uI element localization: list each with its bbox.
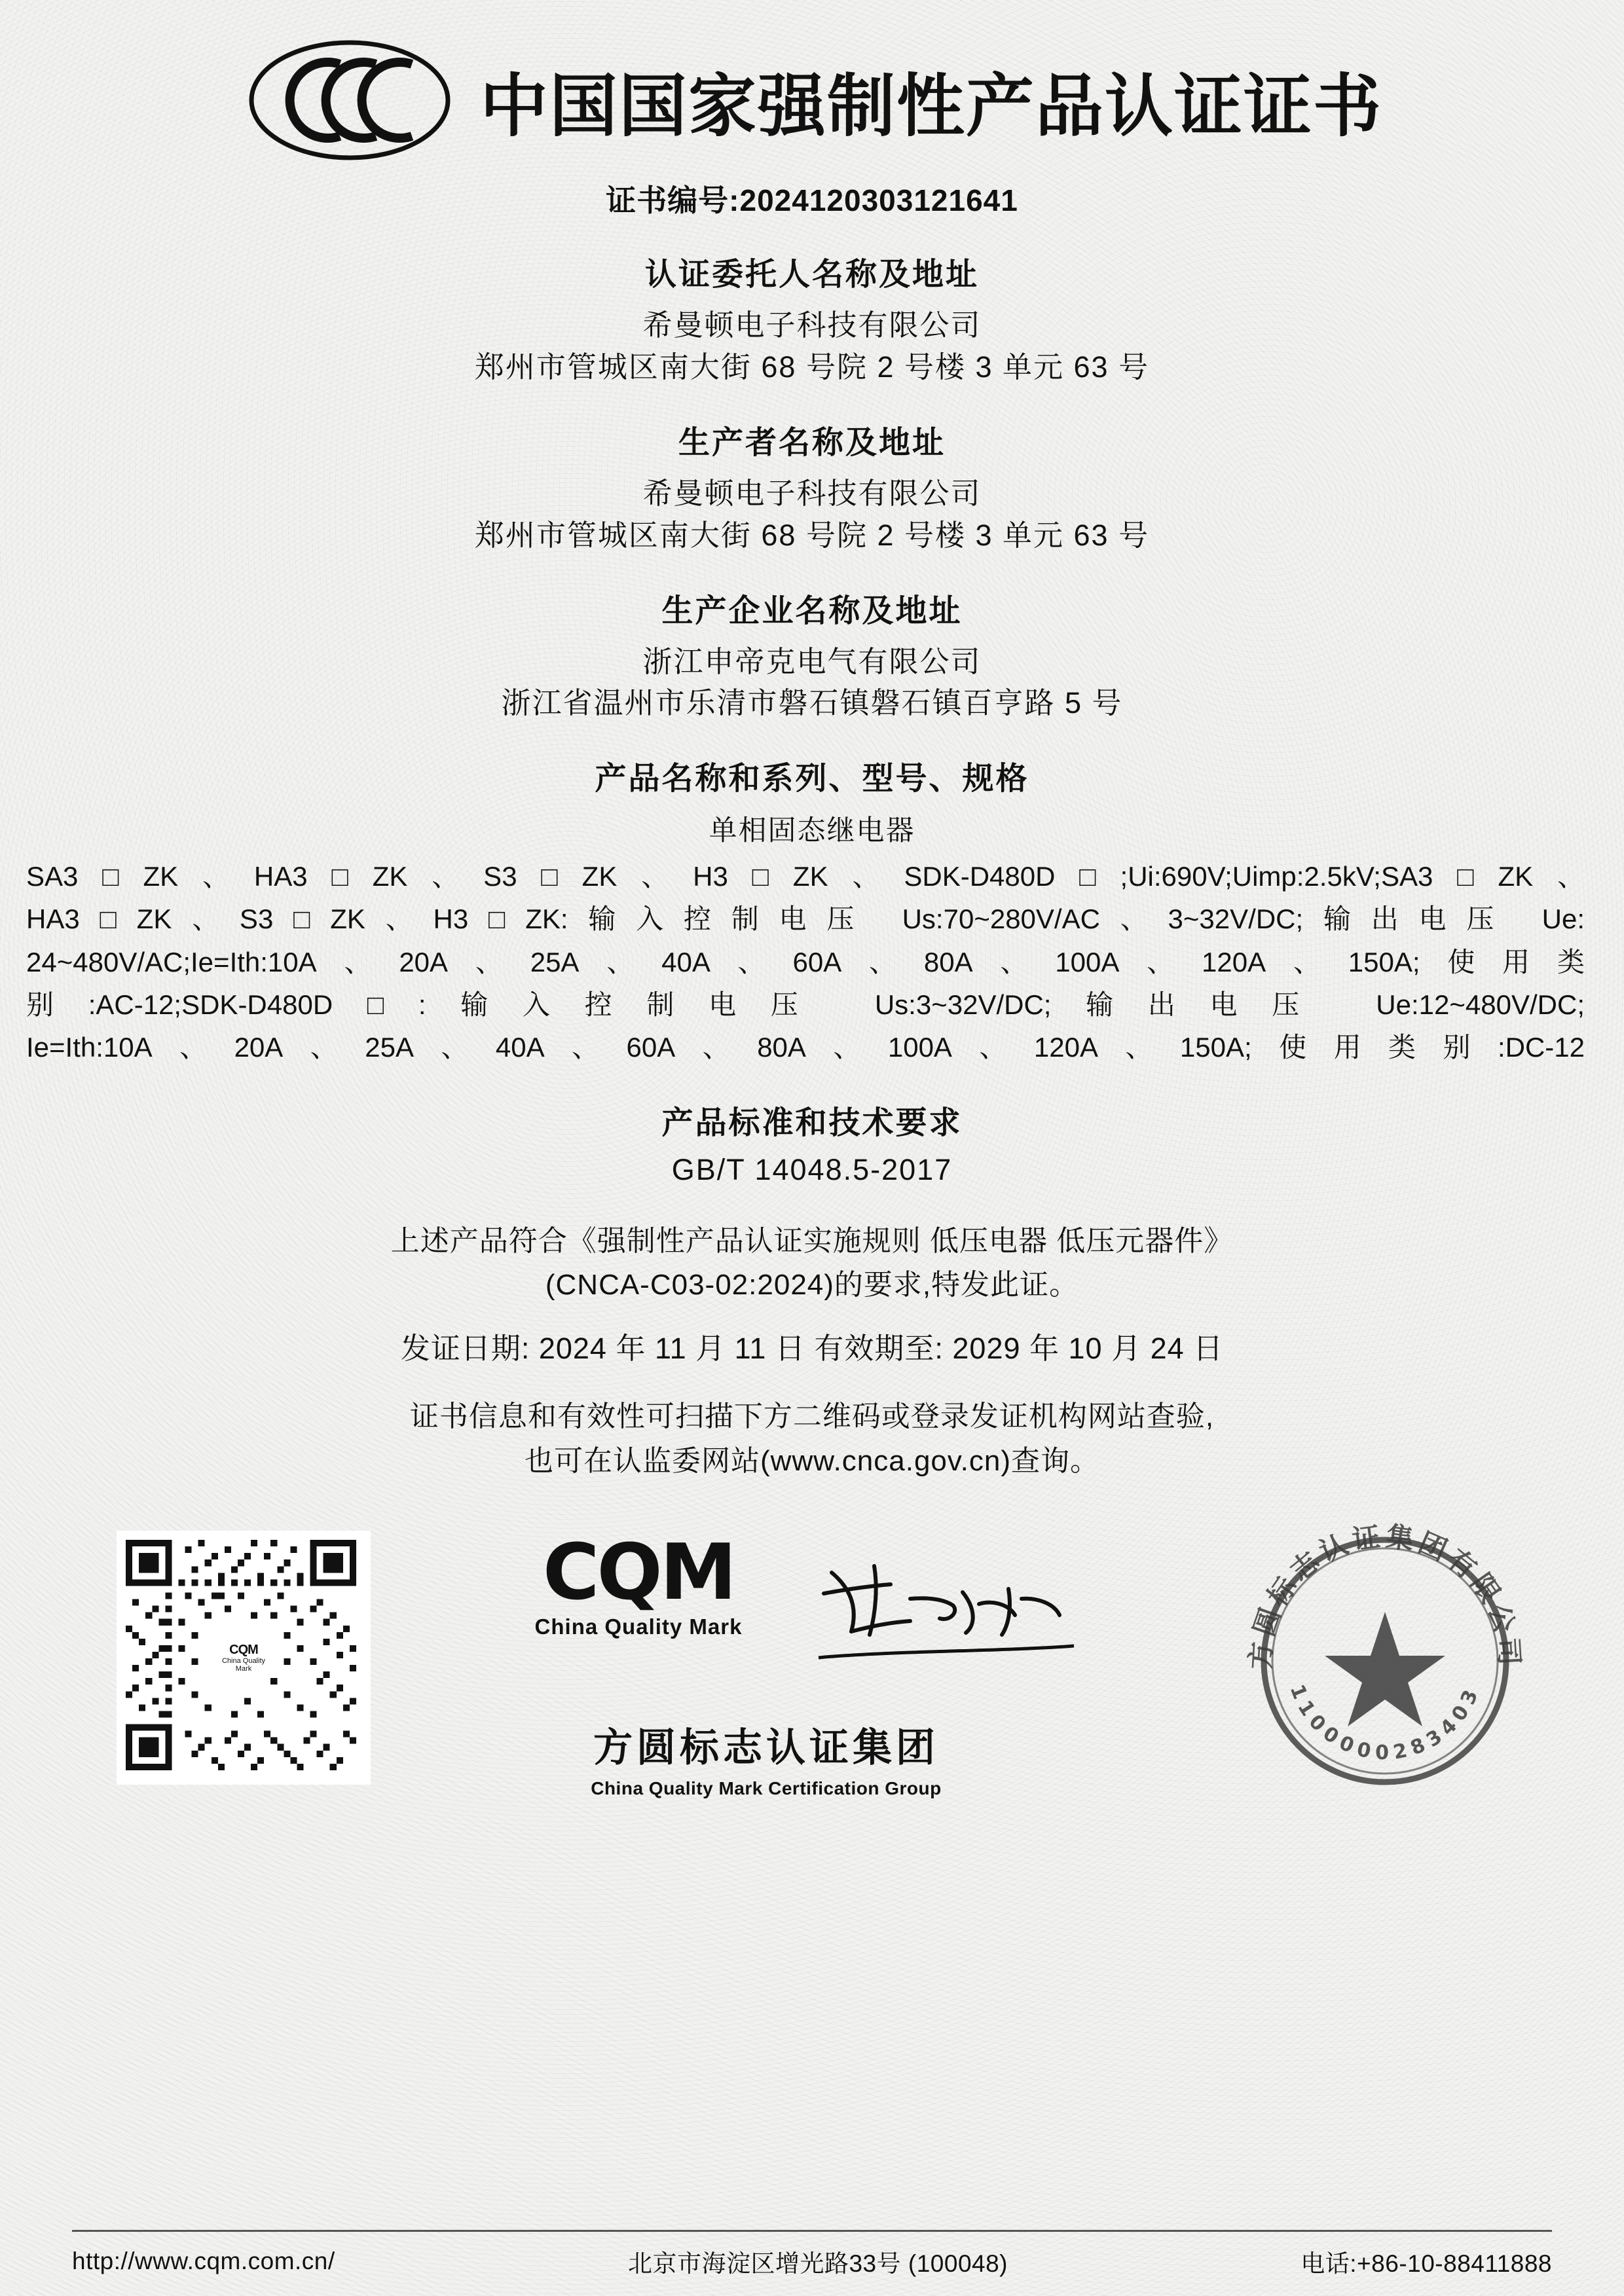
statement-line-2: (CNCA-C03-02:2024)的要求,特发此证。: [545, 1268, 1079, 1301]
svg-text:方圆标志认证集团有限公司: 方圆标志认证集团有限公司: [1244, 1520, 1526, 1670]
manufacturer-address: 郑州市管城区南大街 68 号院 2 号楼 3 单元 63 号: [474, 518, 1150, 552]
applicant-address: 郑州市管城区南大街 68 号院 2 号楼 3 单元 63 号: [474, 350, 1150, 384]
qr-center-brand: [213, 1639, 274, 1677]
section-title-factory: 生产企业名称及地址: [661, 593, 963, 629]
qr-center-brand-text: CQM: [229, 1642, 258, 1657]
factory-company: 浙江申帝克电气有限公司: [642, 644, 982, 678]
product-specifications: [26, 855, 1585, 1068]
factory-address: 浙江省温州市乐清市磐石镇磐石镇百亨路 5 号: [501, 686, 1123, 720]
footer-phone: 电话:+86-10-88411888: [1301, 2250, 1552, 2277]
spec-line: Ie=Ith:10A、20A、25A、40A、60A、80A、100A、120A、150A;使用类别:DC-12: [26, 1031, 1585, 1063]
verification-line-2: 也可在认监委网站(www.cnca.gov.cn)查询。: [525, 1444, 1099, 1477]
statement-line-1: 上述产品符合《强制性产品认证实施规则 低压电器 低压元器件》: [390, 1224, 1234, 1257]
official-seal-stamp: [1231, 1507, 1539, 1815]
footer-address: 北京市海淀区增光路33号 (100048): [627, 2250, 1008, 2277]
section-manufacturer: [0, 417, 1624, 556]
cqm-logo: [498, 1526, 779, 1639]
conformity-statement: [0, 1220, 1624, 1307]
certificate-header: [0, 0, 1624, 162]
section-title-product: 产品名称和系列、型号、规格: [595, 761, 1029, 797]
group-name-cn: 方圆标志认证集团: [593, 1725, 939, 1770]
verification-note: [0, 1394, 1624, 1484]
qr-center-brand-sub: China Quality Mark: [221, 1656, 266, 1673]
page-title: 中国国家强制性产品认证证书: [479, 66, 1382, 146]
verification-line-1: 证书信息和有效性可扫描下方二维码或登录发证机构网站查验,: [409, 1400, 1215, 1432]
footer-website[interactable]: http://www.cqm.com.cn/: [72, 2248, 335, 2274]
certificate-number: 证书编号:2024120303121641: [606, 183, 1018, 217]
ccc-logo-icon: [242, 38, 458, 162]
group-name-en: China Quality Mark Certification Group: [591, 1777, 942, 1798]
page-footer: [0, 2230, 1624, 2279]
section-title-applicant: 认证委托人名称及地址: [644, 257, 979, 292]
certificate-footer-marks: [0, 1520, 1624, 1887]
svg-text:1100000283403: 1100000283403: [1285, 1681, 1485, 1764]
issue-and-expiry-dates: 发证日期: 2024 年 11 月 11 日 有效期至: 2029 年 10 月 24 日: [400, 1331, 1224, 1365]
section-product: [0, 753, 1624, 848]
spec-line: 别:AC-12;SDK-D480D□:输入控制电压 Us:3~32V/DC;输出电压 Ue:12~480V/DC;: [26, 989, 1585, 1020]
section-applicant: [0, 249, 1624, 388]
cqm-subtitle: China Quality Mark: [534, 1614, 743, 1639]
authorized-signature: [812, 1553, 1087, 1677]
cqm-wordmark: CQM: [542, 1526, 735, 1617]
spec-line: 24~480V/AC;Ie=Ith:10A、20A、25A、40A、60A、80A、100A、120A、150A;使用类: [26, 946, 1585, 977]
certification-group-name: [471, 1717, 1061, 1799]
manufacturer-company: 希曼顿电子科技有限公司: [642, 476, 982, 510]
spec-line: SA3□ZK、HA3□ZK、S3□ZK、H3□ZK、SDK-D480D□;Ui:690V;Uimp:2.5kV;SA3□ZK、: [26, 861, 1585, 892]
applicant-company: 希曼顿电子科技有限公司: [642, 308, 982, 342]
spec-line: HA3□ZK、S3□ZK、H3□ZK:输入控制电压 Us:70~280V/AC、3~32V/DC;输出电压 Ue:: [26, 903, 1585, 935]
verification-qr-code[interactable]: [117, 1531, 371, 1785]
standard-value: GB/T 14048.5-2017: [671, 1152, 953, 1186]
section-standard: [0, 1097, 1624, 1187]
section-title-manufacturer: 生产者名称及地址: [678, 425, 946, 460]
section-factory: [0, 585, 1624, 725]
section-title-standard: 产品标准和技术要求: [661, 1105, 963, 1140]
footer-divider: [72, 2230, 1552, 2232]
product-name: 单相固态继电器: [709, 815, 915, 847]
